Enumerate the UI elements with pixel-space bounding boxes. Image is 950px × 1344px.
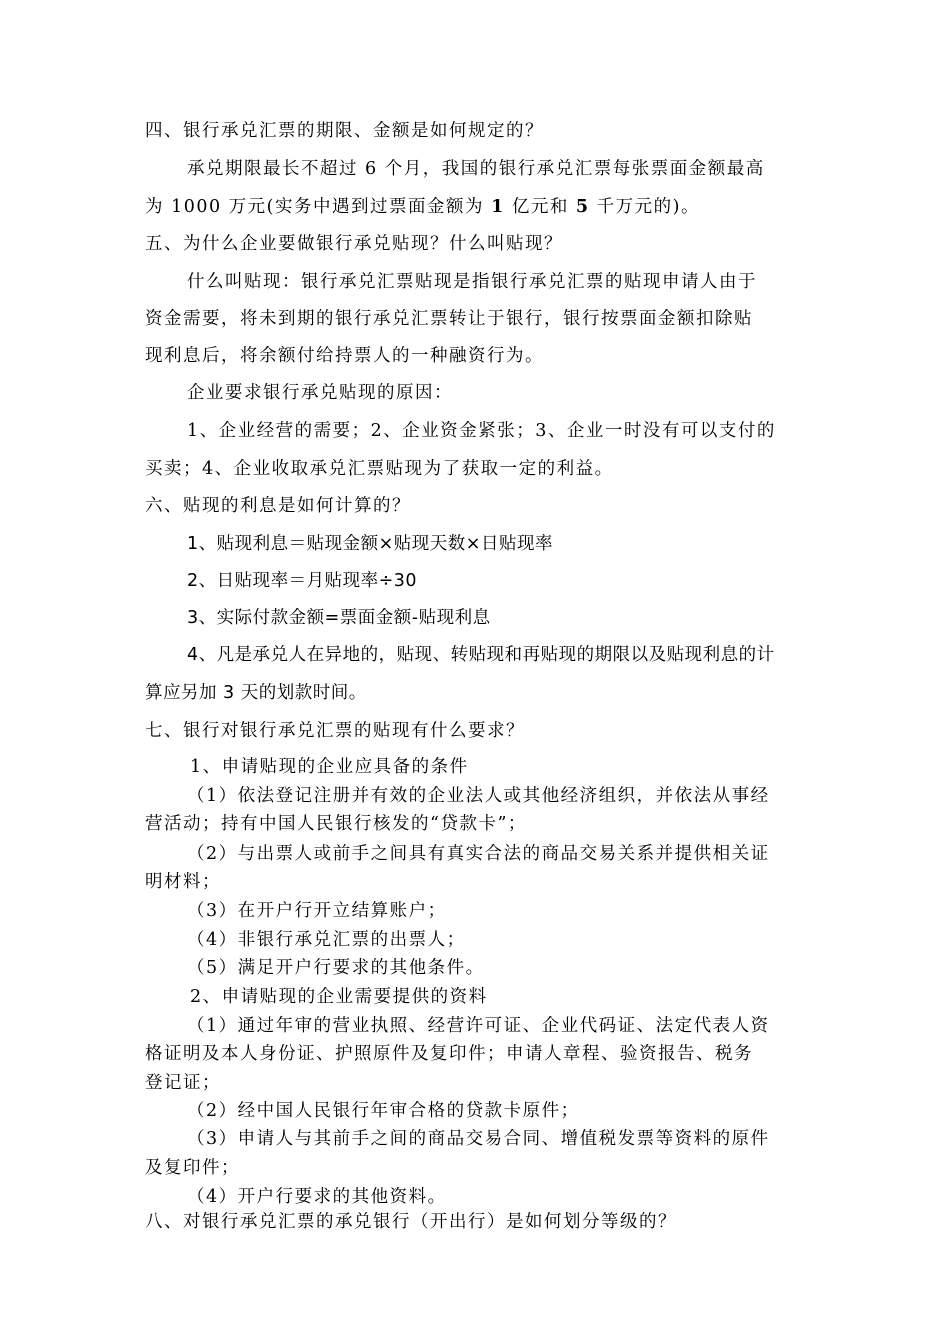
list-item: 格证明及本人身份证、护照原件及复印件；申请人章程、验资报告、税务 <box>145 1044 753 1064</box>
paragraph-line: 买卖；4、企业收取承兑汇票贴现为了获取一定的利益。 <box>145 459 614 479</box>
paragraph-line <box>145 195 815 219</box>
list-item: （3）申请人与其前手之间的商品交易合同、增值税发票等资料的原件 <box>187 1129 770 1149</box>
formula-item: 2、日贴现率＝月贴现率÷30 <box>187 571 418 591</box>
section-heading-6: 六、贴现的利息是如何计算的？ <box>145 496 411 516</box>
formula-item: 1、贴现利息＝贴现金额×贴现天数×日贴现率 <box>187 534 553 554</box>
formula-item: 算应另加 3 天的划款时间。 <box>145 683 367 703</box>
list-item: 明材料； <box>145 872 221 892</box>
formula-item: 4、凡是承兑人在异地的，贴现、转贴现和再贴现的期限以及贴现利息的计 <box>187 645 775 665</box>
paragraph-line: 承兑期限最长不超过 6 个月，我国的银行承兑汇票每张票面金额最高 <box>187 159 765 179</box>
text-run: 亿元和 <box>504 197 576 217</box>
section-heading-7: 七、银行对银行承兑汇票的贴现有什么要求？ <box>145 721 525 741</box>
list-item: （4）非银行承兑汇票的出票人； <box>187 930 466 950</box>
paragraph-line: 什么叫贴现：银行承兑汇票贴现是指银行承兑汇票的贴现申请人由于 <box>187 272 757 292</box>
list-item: 营活动；持有中国人民银行核发的“贷款卡”； <box>145 814 527 834</box>
text-run: 为 1000 万元(实务中遇到过票面金额为 <box>145 197 492 217</box>
subsection-heading: 2、申请贴现的企业需要提供的资料 <box>190 987 488 1007</box>
paragraph-line: 现利息后，将余额付给持票人的一种融资行为。 <box>145 346 544 366</box>
list-item: （5）满足开户行要求的其他条件。 <box>187 958 485 978</box>
paragraph-line: 资金需要，将未到期的银行承兑汇票转让于银行，银行按票面金额扣除贴 <box>145 309 753 329</box>
subsection-heading: 1、申请贴现的企业应具备的条件 <box>190 757 469 777</box>
formula-item: 3、实际付款金额=票面金额-贴现利息 <box>187 608 491 628</box>
text-run-bold: 1 <box>491 197 505 217</box>
list-item: （4）开户行要求的其他资料。 <box>187 1187 447 1207</box>
paragraph-line: 企业要求银行承兑贴现的原因： <box>187 383 453 403</box>
list-item: （1）依法登记注册并有效的企业法人或其他经济组织，并依法从事经 <box>187 786 770 806</box>
section-heading-4: 四、银行承兑汇票的期限、金额是如何规定的？ <box>145 121 544 141</box>
text-run-bold: 5 <box>575 197 590 217</box>
list-item: （2）经中国人民银行年审合格的贷款卡原件； <box>187 1101 580 1121</box>
text-run: 千万元的)。 <box>589 197 700 217</box>
list-item: （2）与出票人或前手之间具有真实合法的商品交易关系并提供相关证 <box>187 844 770 864</box>
list-item: （1）通过年审的营业执照、经营许可证、企业代码证、法定代表人资 <box>187 1016 770 1036</box>
list-item: （3）在开户行开立结算账户； <box>187 901 447 921</box>
paragraph-line: 1、企业经营的需要；2、企业资金紧张；3、企业一时没有可以支付的 <box>187 421 776 441</box>
list-item: 登记证； <box>145 1073 221 1093</box>
section-heading-8: 八、对银行承兑汇票的承兑银行（开出行）是如何划分等级的？ <box>145 1212 677 1232</box>
section-heading-5: 五、为什么企业要做银行承兑贴现？什么叫贴现？ <box>145 234 563 254</box>
list-item: 及复印件； <box>145 1158 240 1178</box>
